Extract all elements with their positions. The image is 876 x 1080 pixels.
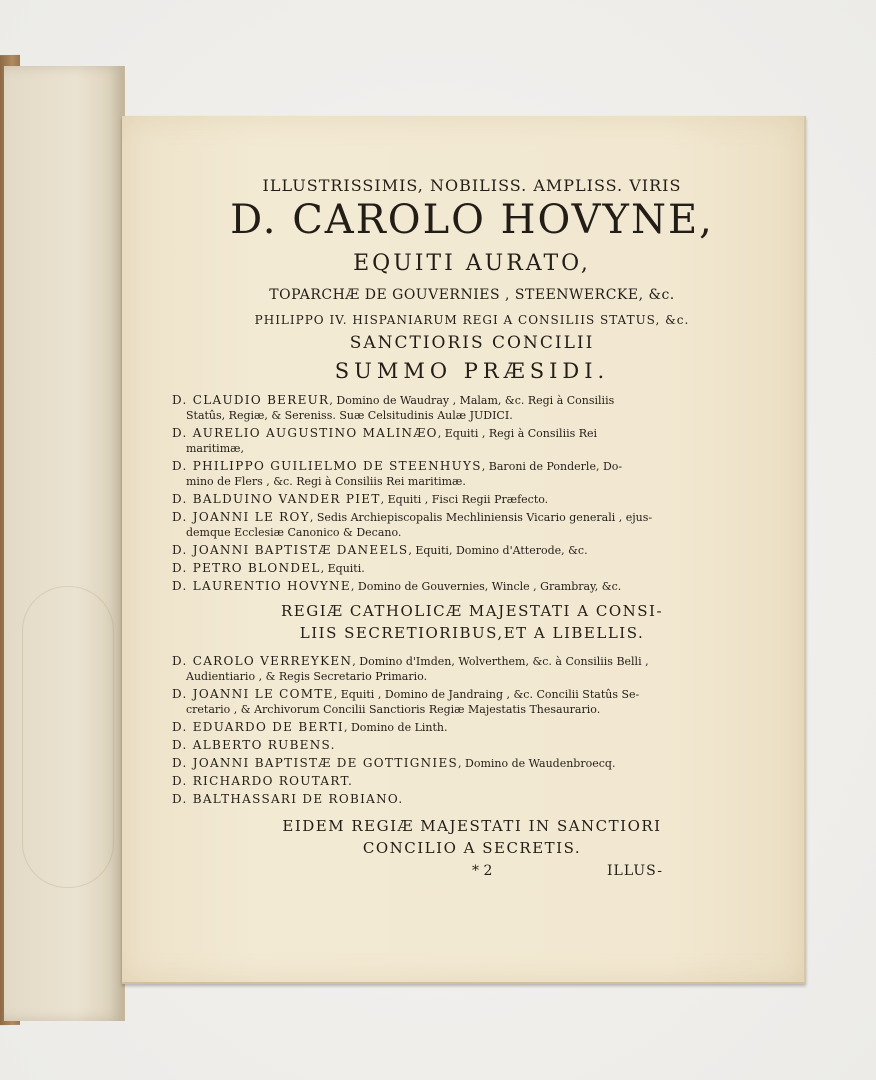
dedication-text [172,176,772,885]
list-item: D. BALTHASSARI DE ROBIANO. [172,792,404,806]
list-item: D. JOANNI LE COMTE, Equiti , Domino de Jandraing , &c. Concilii Statûs Se- cretario , & Archivorum Concilii Sanctioris Regiæ Majestatis Thesaurario. [172,687,640,716]
heading-praesidi: SUMMO PRÆSIDI. [334,359,610,383]
catchword: ILLUS- [607,863,663,879]
list-item: D. CLAUDIO BEREUR, Domino de Waudray , Malam, &c. Regi à Consiliis Statûs, Regiæ, & Sereniss. Suæ Celsitudinis Aulæ JUDICI. [172,393,615,422]
heading-line-1: ILLUSTRISSIMIS, NOBILISS. AMPLISS. VIRIS [262,176,682,195]
list-item: D. ALBERTO RUBENS. [172,738,336,752]
heading-philippo: PHILIPPO IV. HISPANIARUM REGI A CONSILIIS STATUS, &c. [254,313,690,327]
list-item: D. RICHARDO ROUTART. [172,774,354,788]
list-item: D. CAROLO VERREYKEN, Domino d'Imden, Wolverthem, &c. à Consiliis Belli , Audientiario , & Regis Secretario Primario. [172,654,649,683]
dedicatee-list-1 [172,393,772,594]
list-item: D. JOANNI LE ROY, Sedis Archiepiscopalis Mechliniensis Vicario generali , ejus- demque Ecclesiæ Canonico & Decano. [172,510,653,539]
closing-heading [172,815,772,859]
list-item: D. BALDUINO VANDER PIET, Equiti , Fisci Regii Præfecto. [172,492,549,506]
heading-toparch: TOPARCHÆ DE GOUVERNIES , STEENWERCKE, &c. [269,287,675,303]
heading-name: D. CAROLO HOVYNE, [230,197,714,243]
list-item: D. EDUARDO DE BERTI, Domino de Linth. [172,720,448,734]
middle-heading-line-1: REGIÆ CATHOLICÆ MAJESTATI A CONSI- [280,602,664,620]
list-item: D. LAURENTIO HOVYNE, Domino de Gouvernies, Wincle , Grambray, &c. [172,579,622,593]
list-item: D. AURELIO AUGUSTINO MALINÆO, Equiti , Regi à Consiliis Rei maritimæ, [172,426,598,455]
middle-heading [172,600,772,644]
list-item: D. JOANNI BAPTISTÆ DANEELS, Equiti, Domino d'Atterode, &c. [172,543,588,557]
dedicatee-list-2 [172,654,772,807]
page-footer [172,863,772,885]
signature-mark: * 2 [472,863,493,879]
title-page [122,116,806,984]
closing-line-2: CONCILIO A SECRETIS. [362,839,582,857]
list-item: D. PHILIPPO GUILIELMO DE STEENHUYS, Baroni de Ponderle, Do- mino de Flers , &c. Regi à Consiliis Rei maritimæ. [172,459,623,488]
show-through-engraving [22,586,114,888]
heading-concilii: SANCTIORIS CONCILII [349,333,595,353]
list-item: D. JOANNI BAPTISTÆ DE GOTTIGNIES, Domino de Waudenbroecq. [172,756,616,770]
heading-title: EQUITI AURATO, [353,251,591,276]
closing-line-1: EIDEM REGIÆ MAJESTATI IN SANCTIORI [282,817,662,835]
facing-page [4,66,125,1021]
middle-heading-line-2: LIIS SECRETIORIBUS,ET A LIBELLIS. [299,624,645,642]
list-item: D. PETRO BLONDEL, Equiti. [172,561,365,575]
